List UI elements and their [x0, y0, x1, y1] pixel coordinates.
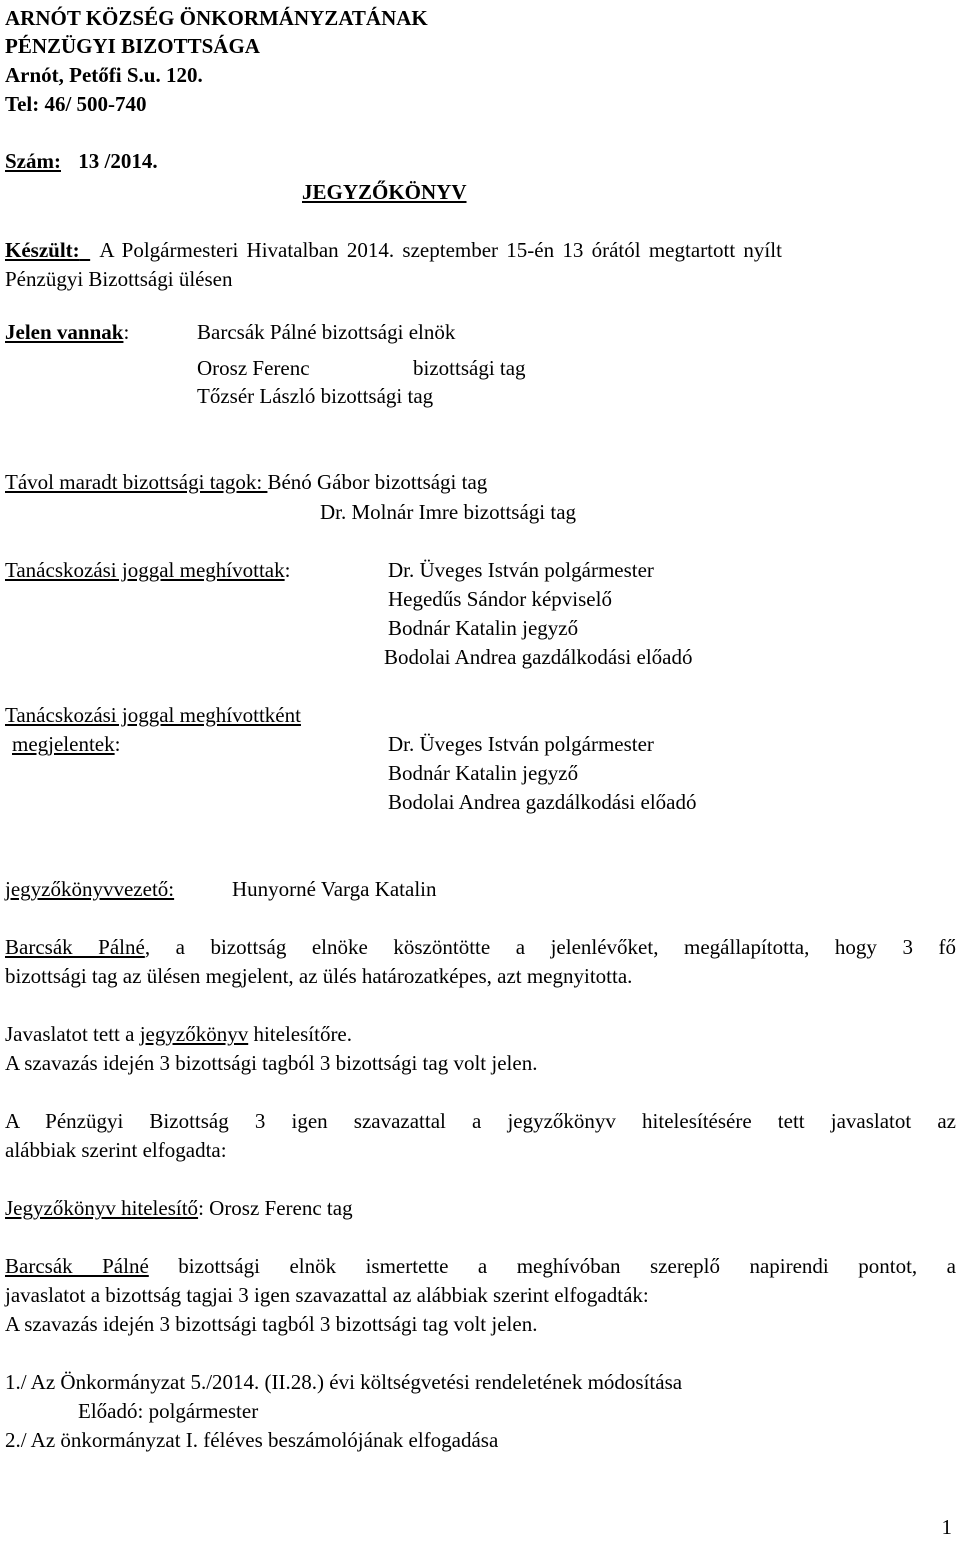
attended-member-2: Bodnár Katalin jegyző — [388, 761, 579, 785]
present-member-3: Tőzsér László bizottsági tag — [197, 384, 434, 408]
p1-line2: bizottsági tag az ülésen megjelent, az ülés határozatképes, azt megnyitotta. — [5, 964, 633, 988]
p1-name: Barcsák Pálné — [5, 935, 145, 959]
org-name-line2: PÉNZÜGYI BIZOTTSÁGA — [5, 34, 260, 58]
number-label: Szám: — [5, 149, 61, 173]
org-address: Arnót, Petőfi S.u. 120. — [5, 63, 203, 87]
present-colon: : — [123, 320, 130, 344]
p2-line1 — [5, 1022, 352, 1046]
made-label: Készült: — [5, 238, 80, 262]
p4-line2: javaslatot a bizottság tagjai 3 igen szavazattal az alábbiak szerint elfogadták: — [5, 1283, 649, 1307]
invited-label: Tanácskozási joggal meghívottak — [5, 558, 285, 582]
p3-line1: A Pénzügyi Bizottság 3 igen szavazattal a jegyzőkönyv hitelesítésére tett javaslatot az — [5, 1109, 956, 1133]
document-number — [5, 149, 158, 173]
p2-line1-a: Javaslatot tett a — [5, 1022, 140, 1046]
p3-line2: alábbiak szerint elfogadta: — [5, 1138, 227, 1162]
absent-member-2: Dr. Molnár Imre bizottsági tag — [320, 500, 577, 524]
p2-line1-c: hitelesítőre. — [248, 1022, 353, 1046]
present-label-line — [5, 320, 129, 344]
invited-member-3: Bodnár Katalin jegyző — [388, 616, 579, 640]
document-title: JEGYZŐKÖNYV — [302, 180, 467, 204]
agenda-item-1: 1./ Az Önkormányzat 5./2014. (II.28.) évi költségvetési rendeletének módosítása — [5, 1370, 683, 1394]
recorder-name: Hunyorné Varga Katalin — [232, 877, 437, 901]
attended-label-line1: Tanácskozási joggal meghívottként — [5, 703, 301, 727]
p4-line1 — [5, 1254, 956, 1278]
invited-colon: : — [284, 558, 291, 582]
recorder-label: jegyzőkönyvvezető: — [5, 877, 175, 901]
p2-line2: A szavazás idején 3 bizottsági tagból 3 bizottsági tag volt jelen. — [5, 1051, 538, 1075]
org-name-line1: ARNÓT KÖZSÉG ÖNKORMÁNYZATÁNAK — [5, 6, 428, 30]
p4-line1-text: bizottsági elnök ismertette a meghívóban szereplő napirendi pontot, a — [148, 1254, 956, 1278]
absent-line — [5, 470, 487, 494]
present-member-2-name: Orosz Ferenc — [197, 356, 310, 380]
present-member-2 — [197, 356, 526, 380]
p1-line1 — [5, 935, 956, 959]
present-label: Jelen vannak — [5, 320, 124, 344]
attended-member-1: Dr. Üveges István polgármester — [388, 732, 654, 756]
authenticator-name: : Orosz Ferenc tag — [198, 1196, 353, 1220]
invited-label-line — [5, 558, 290, 582]
invited-member-1: Dr. Üveges István polgármester — [388, 558, 654, 582]
p1-line1-text: , a bizottság elnöke köszöntötte a jelenlévőket, megállapította, hogy 3 fő — [144, 935, 956, 959]
attended-label-line2 — [12, 732, 120, 756]
agenda-item-2: 2./ Az önkormányzat I. féléves beszámolójának elfogadása — [5, 1428, 499, 1452]
p2-line1-b: jegyzőkönyv — [139, 1022, 249, 1046]
invited-member-4: Bodolai Andrea gazdálkodási előadó — [384, 645, 693, 669]
attended-label: megjelentek — [12, 732, 115, 756]
made-label-space — [80, 238, 91, 262]
page-number: 1 — [941, 1515, 952, 1539]
absent-label: Távol maradt bizottsági tagok: — [5, 470, 268, 494]
invited-member-2: Hegedűs Sándor képviselő — [388, 587, 612, 611]
attended-member-3: Bodolai Andrea gazdálkodási előadó — [388, 790, 697, 814]
agenda-item-1-presenter: Előadó: polgármester — [78, 1399, 259, 1423]
p4-line3: A szavazás idején 3 bizottsági tagból 3 bizottsági tag volt jelen. — [5, 1312, 538, 1336]
authenticator-line — [5, 1196, 353, 1220]
number-value: 13 /2014. — [78, 149, 158, 173]
made-line1 — [5, 238, 782, 262]
authenticator-label: Jegyzőkönyv hitelesítő — [5, 1196, 199, 1220]
made-text: A Polgármesteri Hivatalban 2014. szeptember 15-én 13 órától megtartott nyílt — [99, 238, 782, 262]
absent-member-1: Bénó Gábor bizottsági tag — [267, 470, 488, 494]
present-member-2-role: bizottsági tag — [413, 356, 526, 380]
org-phone: Tel: 46/ 500-740 — [5, 92, 147, 116]
p4-name: Barcsák Pálné — [5, 1254, 149, 1278]
present-member-1: Barcsák Pálné bizottsági elnök — [197, 320, 456, 344]
made-line2: Pénzügyi Bizottsági ülésen — [5, 267, 233, 291]
attended-colon: : — [114, 732, 121, 756]
